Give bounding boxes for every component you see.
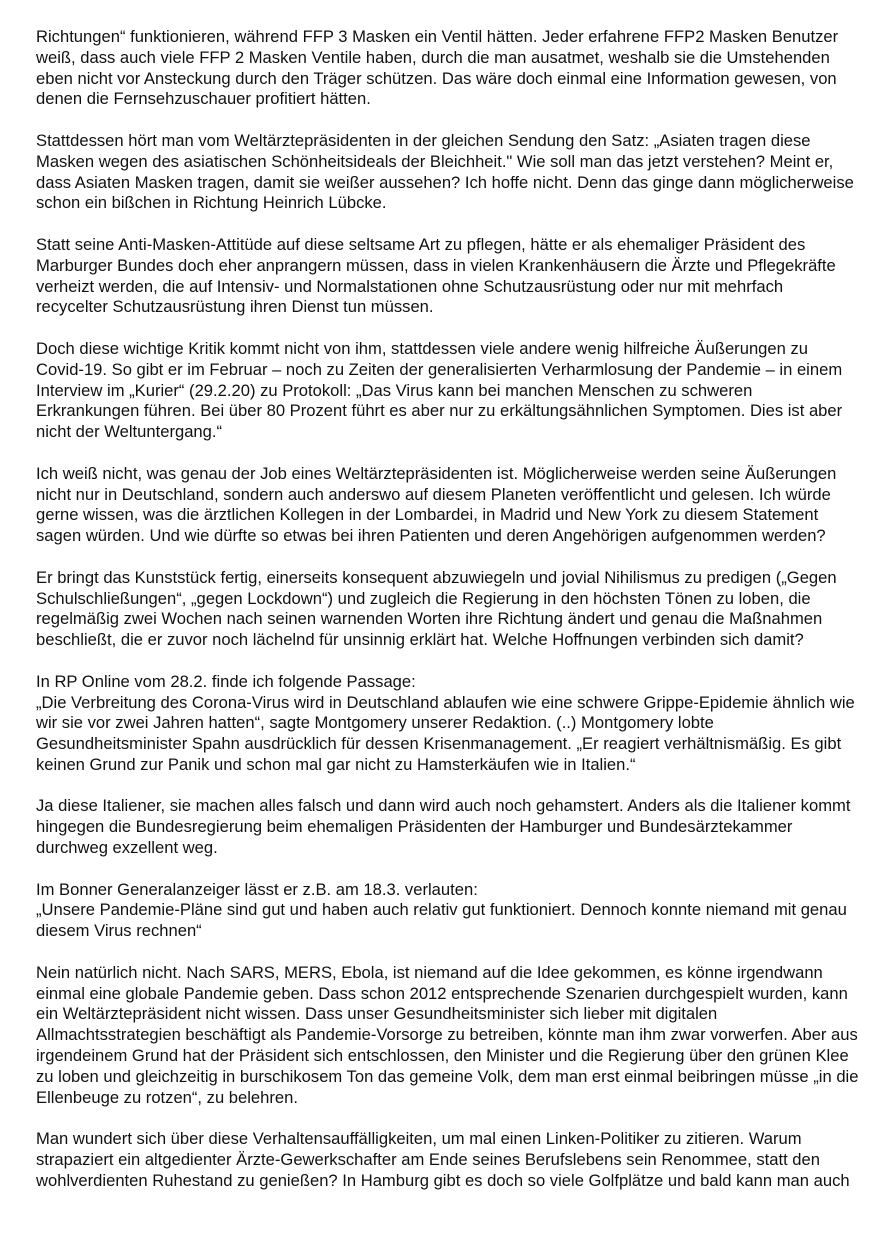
text-line: Er bringt das Kunststück fertig, einerseits konsequent abzuwiegeln und jovial Nihilismus zu predigen („Gegen bbox=[36, 567, 837, 587]
text-line: ein Weltärztepräsident nicht wissen. Dass unser Gesundheitsminister sich lieber mit digitalen bbox=[36, 1004, 718, 1024]
text-line: wohlverdienten Ruhestand zu genießen? In Hamburg gibt es doch so viele Golfplätze und bald kann man auch bbox=[36, 1170, 850, 1190]
paragraph-9 bbox=[36, 880, 856, 942]
text-line: Schulschließungen“, „gegen Lockdown“) und zugleich die Regierung in den höchsten Tönen zu loben, die bbox=[36, 588, 811, 608]
text-line: Statt seine Anti-Masken-Attitüde auf diese seltsame Art zu pflegen, hätte er als ehemaliger Präsident des bbox=[36, 234, 806, 254]
paragraph-8 bbox=[36, 796, 856, 858]
text-line: durchweg exzellent weg. bbox=[36, 838, 218, 858]
text-line: Nein natürlich nicht. Nach SARS, MERS, Ebola, ist niemand auf die Idee gekommen, es könne irgendwann bbox=[36, 962, 823, 982]
text-line: schon ein bißchen in Richtung Heinrich Lübcke. bbox=[36, 193, 387, 213]
text-line: Richtungen“ funktionieren, während FFP 3 Masken ein Ventil hätten. Jeder erfahrene FFP2 Masken Benutzer bbox=[36, 27, 839, 46]
text-line: In RP Online vom 28.2. finde ich folgende Passage: bbox=[36, 671, 416, 691]
text-line: nicht der Weltuntergang.“ bbox=[36, 422, 223, 442]
paragraph-6 bbox=[36, 568, 856, 651]
text-line: recycelter Schutzausrüstung ihren Dienst tun müssen. bbox=[36, 297, 434, 317]
text-line: Gesundheitsminister Spahn ausdrücklich für dessen Krisenmanagement. „Er reagiert verhältnismäßig. Es gibt bbox=[36, 734, 842, 754]
text-line: Interview im „Kurier“ (29.2.20) zu Protokoll: „Das Virus kann bei manchen Menschen zu schweren bbox=[36, 380, 753, 400]
paragraph-11 bbox=[36, 1129, 856, 1191]
text-line: nicht nur in Deutschland, sondern auch anderswo auf diesem Planeten veröffentlicht und gelesen. Ich würde bbox=[36, 484, 831, 504]
paragraph-10 bbox=[36, 962, 859, 1109]
paragraph-4 bbox=[36, 339, 856, 443]
text-line: einmal eine globale Pandemie geben. Dass schon 2012 entsprechende Szenarien durchgespielt wurden, kann bbox=[36, 983, 848, 1003]
text-line: Ellenbeuge zu rotzen“, zu belehren. bbox=[36, 1087, 298, 1107]
text-line: wir sie vor zwei Jahren hatten“, sagte Montgomery unserer Redaktion. (..) Montgomery lobte bbox=[36, 713, 714, 733]
text-line: dass Asiaten Masken tragen, damit sie weißer aussehen? Ich hoffe nicht. Denn das ginge dann möglicherweise bbox=[36, 172, 854, 192]
text-line: Stattdessen hört man vom Weltärztepräsidenten in der gleichen Sendung den Satz: „Asiaten tragen diese bbox=[36, 130, 811, 150]
text-line: Masken wegen des asiatischen Schönheitsideals der Bleichheit." Wie soll man das jetzt verstehen? Meint er, bbox=[36, 151, 834, 171]
text-line: strapaziert ein altgedienter Ärzte-Gewerkschafter am Ende seines Berufslebens sein Renommee, statt den bbox=[36, 1150, 820, 1170]
document-page bbox=[36, 27, 859, 1212]
text-line: „Die Verbreitung des Corona-Virus wird in Deutschland ablaufen wie eine schwere Grippe-Epidemie ähnlich wie bbox=[36, 692, 855, 712]
text-line: Covid-19. So gibt er im Februar – noch zu Zeiten der generalisierten Verharmlosung der Pandemie – in einem bbox=[36, 359, 843, 379]
text-line: Man wundert sich über diese Verhaltensauffälligkeiten, um mal einen Linken-Politiker zu zitieren. Warum bbox=[36, 1129, 802, 1149]
paragraph-1 bbox=[36, 27, 856, 110]
text-line: Erkrankungen führen. Bei über 80 Prozent führt es aber nur zu erkältungsähnlichen Symptomen. Dies ist aber bbox=[36, 401, 843, 421]
text-line: regelmäßig zwei Wochen nach seinen warnenden Worten ihre Richtung ändert und genau die Maßnahmen bbox=[36, 609, 823, 629]
text-line: sagen würden. Und wie dürfte so etwas bei ihren Patienten und deren Angehörigen aufgenommen werden? bbox=[36, 526, 826, 546]
text-line: hingegen die Bundesregierung beim ehemaligen Präsidenten der Hamburger und Bundesärztekammer bbox=[36, 817, 793, 837]
paragraph-2 bbox=[36, 131, 856, 214]
text-line: beschließt, die er zuvor noch lächelnd für unsinnig erklärt hat. Welche Hoffnungen verbinden sich damit? bbox=[36, 630, 804, 650]
text-line: eben nicht vor Ansteckung durch den Träger schützen. Das wäre doch einmal eine Information gewesen, von bbox=[36, 68, 837, 88]
paragraph-3 bbox=[36, 235, 856, 318]
text-line: denen die Fernsehzuschauer profitiert hätten. bbox=[36, 89, 371, 109]
text-line: gerne wissen, was die ärztlichen Kollegen in der Lombardei, in Madrid und New York zu diesem Statement bbox=[36, 505, 819, 525]
text-line: keinen Grund zur Panik und schon mal gar nicht zu Hamsterkäufen wie in Italien.“ bbox=[36, 754, 636, 774]
text-line: Ich weiß nicht, was genau der Job eines Weltärztepräsidenten ist. Möglicherweise werden seine Äußerungen bbox=[36, 463, 837, 483]
text-line: irgendeinem Grund hat der Präsident sich entschlossen, den Minister und die Regierung über den grünen Klee bbox=[36, 1046, 849, 1066]
text-line: Doch diese wichtige Kritik kommt nicht von ihm, stattdessen viele andere wenig hilfreiche Äußerungen zu bbox=[36, 338, 808, 358]
text-line: Marburger Bundes doch eher anprangern müssen, dass in vielen Krankenhäusern die Ärzte und Pflegekräfte bbox=[36, 255, 836, 275]
text-line: verheizt werden, die auf Intensiv- und Normalstationen ohne Schutzausrüstung oder nur mit mehrfach bbox=[36, 276, 784, 296]
text-line: weiß, dass auch viele FFP 2 Masken Ventile haben, durch die man ausatmet, weshalb sie die Umstehenden bbox=[36, 47, 830, 67]
paragraph-7 bbox=[36, 672, 856, 776]
text-line: Ja diese Italiener, sie machen alles falsch und dann wird auch noch gehamstert. Anders als die Italiener kommt bbox=[36, 796, 851, 816]
text-line: diesem Virus rechnen“ bbox=[36, 921, 202, 941]
text-line: zu loben und gleichzeitig in burschikosem Ton das gemeine Volk, dem man erst einmal beibringen müsse „in die bbox=[36, 1066, 859, 1086]
text-line: Allmachtsstrategien beschäftigt als Pandemie-Vorsorge zu betreiben, könnte man ihm zwar vorwerfen. Aber aus bbox=[36, 1025, 858, 1045]
text-line: „Unsere Pandemie-Pläne sind gut und haben auch relativ gut funktioniert. Dennoch konnte niemand mit genau bbox=[36, 900, 847, 920]
text-line: Im Bonner Generalanzeiger lässt er z.B. am 18.3. verlauten: bbox=[36, 879, 478, 899]
paragraph-5 bbox=[36, 464, 856, 547]
